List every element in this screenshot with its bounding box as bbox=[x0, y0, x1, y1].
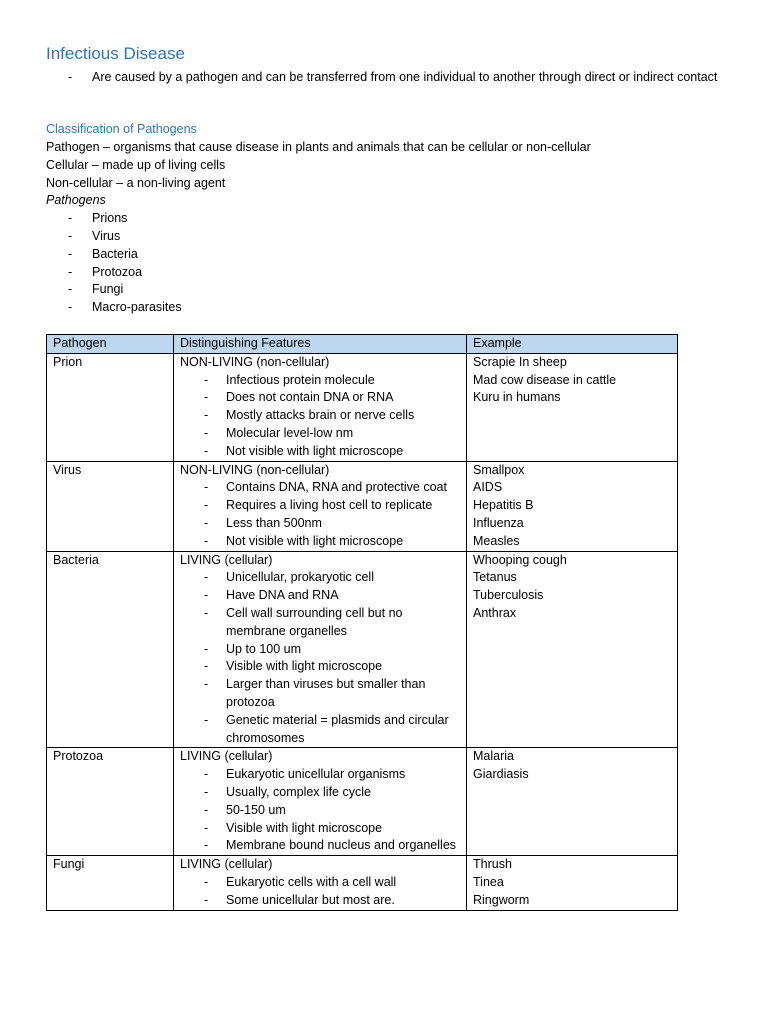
feature-text: Membrane bound nucleus and organelles bbox=[226, 838, 457, 853]
feature-item bbox=[180, 837, 460, 855]
feature-item bbox=[180, 479, 460, 497]
bullet-dash: - bbox=[204, 515, 209, 530]
example-item: Measles bbox=[473, 533, 520, 548]
bullet-dash: - bbox=[204, 480, 209, 495]
page-title: Infectious Disease bbox=[46, 44, 185, 63]
definitions-block bbox=[46, 139, 591, 317]
feature-item bbox=[180, 425, 460, 443]
bullet-dash: - bbox=[204, 659, 209, 674]
feature-text: Requires a living host cell to replicate bbox=[226, 498, 433, 513]
bullet-dash: - bbox=[204, 820, 209, 835]
list-item bbox=[46, 246, 591, 264]
feature-item bbox=[180, 443, 460, 461]
pathogen-name-cell: Bacteria bbox=[47, 551, 174, 748]
example-item: Whooping cough bbox=[473, 552, 567, 567]
bullet-dash: - bbox=[68, 228, 73, 243]
pathogen-table bbox=[46, 334, 678, 911]
table-row bbox=[47, 856, 678, 910]
pathogen-name-cell: Fungi bbox=[47, 856, 174, 910]
column-header-pathogen: Pathogen bbox=[47, 335, 174, 354]
list-item bbox=[46, 299, 591, 317]
list-item-text: Are caused by a pathogen and can be transferred from one individual to another through direct or indirect contact bbox=[92, 70, 718, 84]
feature-item bbox=[180, 372, 460, 390]
list-item-text: Protozoa bbox=[92, 264, 143, 279]
table-body bbox=[47, 353, 678, 910]
table-row bbox=[47, 551, 678, 748]
feature-text: Up to 100 um bbox=[226, 641, 302, 656]
bullet-dash: - bbox=[204, 605, 209, 620]
definition-non-cellular: Non-cellular – a non-living agent bbox=[46, 175, 226, 190]
bullet-dash: - bbox=[204, 425, 209, 440]
feature-item bbox=[180, 533, 460, 551]
living-status: LIVING (cellular) bbox=[180, 552, 273, 567]
example-item: AIDS bbox=[473, 480, 503, 495]
feature-text: Contains DNA, RNA and protective coat bbox=[226, 480, 447, 495]
list-item-text: Virus bbox=[92, 228, 121, 243]
features-cell bbox=[174, 461, 467, 551]
bullet-dash: - bbox=[204, 874, 209, 889]
feature-item bbox=[180, 407, 460, 425]
feature-text: Larger than viruses but smaller than protozoa bbox=[226, 677, 426, 709]
bullet-dash: - bbox=[204, 498, 209, 513]
feature-item bbox=[180, 587, 460, 605]
bullet-dash: - bbox=[204, 892, 209, 907]
example-item: Tetanus bbox=[473, 570, 517, 585]
bullet-dash: - bbox=[68, 264, 73, 279]
feature-item bbox=[180, 515, 460, 533]
feature-item bbox=[180, 641, 460, 659]
example-item: Mad cow disease in cattle bbox=[473, 372, 617, 387]
feature-text: Genetic material = plasmids and circular chromosomes bbox=[226, 712, 449, 745]
feature-text: Does not contain DNA or RNA bbox=[226, 390, 394, 405]
feature-text: Usually, complex life cycle bbox=[226, 784, 371, 799]
example-item: Scrapie In sheep bbox=[473, 354, 567, 369]
feature-item bbox=[180, 676, 460, 712]
definition-pathogen: Pathogen – organisms that cause disease in plants and animals that can be cellular or non-cellular bbox=[46, 140, 591, 154]
example-item: Thrush bbox=[473, 857, 512, 872]
bullet-dash: - bbox=[204, 443, 209, 458]
features-cell bbox=[174, 748, 467, 856]
list-item-text: Prions bbox=[92, 211, 128, 226]
feature-item bbox=[180, 766, 460, 784]
table-row bbox=[47, 353, 678, 461]
feature-item bbox=[180, 497, 460, 515]
bullet-dash: - bbox=[204, 570, 209, 585]
feature-text: Visible with light microscope bbox=[226, 820, 383, 835]
list-item bbox=[46, 68, 726, 86]
bullet-dash: - bbox=[204, 408, 209, 423]
feature-text: Not visible with light microscope bbox=[226, 533, 404, 548]
example-item: Smallpox bbox=[473, 462, 525, 477]
feature-item bbox=[180, 802, 460, 820]
feature-text: Infectious protein molecule bbox=[226, 372, 375, 387]
feature-text: Eukaryotic unicellular organisms bbox=[226, 767, 406, 782]
section-heading: Classification of Pathogens bbox=[46, 122, 197, 136]
bullet-dash: - bbox=[204, 802, 209, 817]
example-item: Tinea bbox=[473, 874, 504, 889]
feature-text: Cell wall surrounding cell but no membrane organelles bbox=[226, 605, 403, 638]
feature-text: Molecular level-low nm bbox=[226, 425, 354, 440]
bullet-dash: - bbox=[204, 372, 209, 387]
column-header-example: Example bbox=[467, 335, 678, 354]
bullet-dash: - bbox=[204, 588, 209, 603]
pathogen-name-cell: Protozoa bbox=[47, 748, 174, 856]
list-item-text: Bacteria bbox=[92, 246, 138, 261]
example-item: Malaria bbox=[473, 749, 514, 764]
example-item: Anthrax bbox=[473, 605, 517, 620]
list-item bbox=[46, 210, 591, 228]
feature-text: Eukaryotic cells with a cell wall bbox=[226, 874, 397, 889]
bullet-dash: - bbox=[68, 282, 73, 297]
list-item bbox=[46, 228, 591, 246]
example-item: Hepatitis B bbox=[473, 498, 534, 513]
living-status: NON-LIVING (non-cellular) bbox=[180, 462, 330, 477]
bullet-dash: - bbox=[204, 390, 209, 405]
intro-list bbox=[46, 68, 726, 86]
bullet-dash: - bbox=[204, 641, 209, 656]
living-status: LIVING (cellular) bbox=[180, 749, 273, 764]
example-item: Influenza bbox=[473, 515, 524, 530]
bullet-dash: - bbox=[204, 712, 209, 727]
feature-item bbox=[180, 658, 460, 676]
table-row bbox=[47, 748, 678, 856]
example-item: Kuru in humans bbox=[473, 390, 561, 405]
feature-text: Some unicellular but most are. bbox=[226, 892, 395, 907]
example-item: Ringworm bbox=[473, 892, 530, 907]
examples-cell bbox=[467, 748, 678, 856]
living-status: LIVING (cellular) bbox=[180, 857, 273, 872]
table-row bbox=[47, 461, 678, 551]
bullet-dash: - bbox=[68, 211, 73, 226]
list-item-text: Fungi bbox=[92, 282, 124, 297]
feature-item bbox=[180, 712, 460, 748]
bullet-dash: - bbox=[204, 533, 209, 548]
feature-text: Mostly attacks brain or nerve cells bbox=[226, 408, 415, 423]
features-cell bbox=[174, 856, 467, 910]
features-cell bbox=[174, 551, 467, 748]
feature-item bbox=[180, 892, 460, 910]
bullet-dash: - bbox=[68, 246, 73, 261]
living-status: NON-LIVING (non-cellular) bbox=[180, 354, 330, 369]
example-item: Giardiasis bbox=[473, 767, 529, 782]
feature-item bbox=[180, 389, 460, 407]
examples-cell bbox=[467, 353, 678, 461]
column-header-features: Distinguishing Features bbox=[174, 335, 467, 354]
feature-text: Less than 500nm bbox=[226, 515, 322, 530]
features-cell bbox=[174, 353, 467, 461]
examples-cell bbox=[467, 856, 678, 910]
list-item-text: Macro-parasites bbox=[92, 300, 182, 315]
pathogen-name-cell: Virus bbox=[47, 461, 174, 551]
feature-text: Have DNA and RNA bbox=[226, 588, 339, 603]
examples-cell bbox=[467, 461, 678, 551]
feature-item bbox=[180, 820, 460, 838]
pathogens-label: Pathogens bbox=[46, 193, 106, 208]
examples-cell bbox=[467, 551, 678, 748]
bullet-dash: - bbox=[68, 70, 73, 84]
feature-item bbox=[180, 784, 460, 802]
table-header-row bbox=[47, 335, 678, 354]
feature-text: Visible with light microscope bbox=[226, 659, 383, 674]
pathogen-name-cell: Prion bbox=[47, 353, 174, 461]
bullet-dash: - bbox=[204, 677, 209, 692]
pathogen-list bbox=[46, 210, 591, 317]
list-item bbox=[46, 281, 591, 299]
list-item bbox=[46, 264, 591, 282]
feature-item bbox=[180, 874, 460, 892]
feature-item bbox=[180, 569, 460, 587]
bullet-dash: - bbox=[68, 300, 73, 315]
example-item: Tuberculosis bbox=[473, 588, 544, 603]
feature-text: 50-150 um bbox=[226, 802, 286, 817]
bullet-dash: - bbox=[204, 838, 209, 853]
definition-cellular: Cellular – made up of living cells bbox=[46, 157, 226, 172]
feature-text: Not visible with light microscope bbox=[226, 443, 404, 458]
feature-item bbox=[180, 605, 460, 641]
bullet-dash: - bbox=[204, 784, 209, 799]
feature-text: Unicellular, prokaryotic cell bbox=[226, 570, 374, 585]
bullet-dash: - bbox=[204, 767, 209, 782]
